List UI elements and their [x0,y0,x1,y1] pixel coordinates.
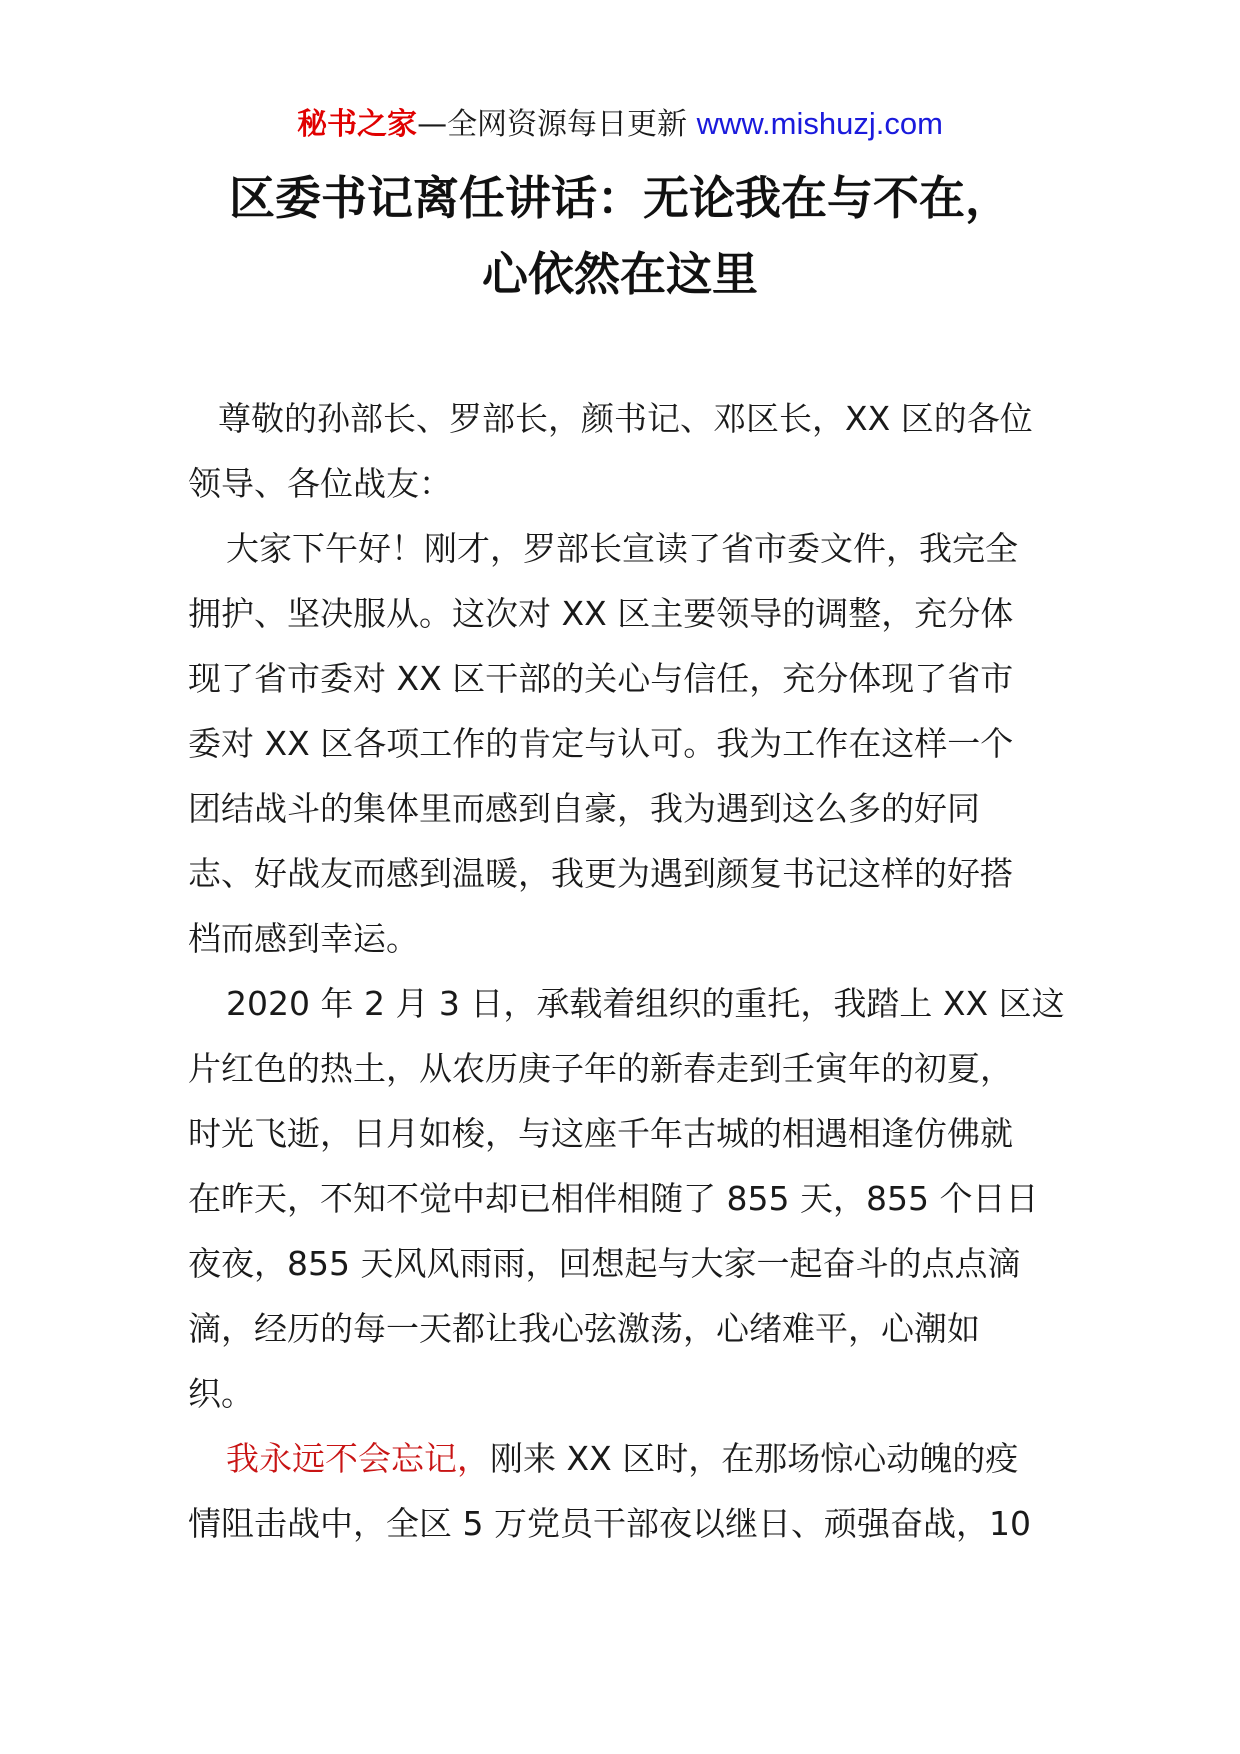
site-header [0,104,1240,145]
document-body [188,386,1065,1556]
document-title [0,160,1240,312]
text-line: 片红色的热土，从农历庚子年的新春走到壬寅年的初夏， [188,1049,1013,1088]
text-line: 现了省市委对 XX 区干部的关心与信任，充分体现了省市 [188,659,1014,698]
text-line: 在昨天，不知不觉中却已相伴相随了 855 天，855 个日日 [188,1179,1039,1218]
text-line [188,1426,1058,1491]
title-line-1: 区委书记离任讲话：无论我在与不在， [229,171,1011,225]
header-tagline: —全网资源每日更新 [417,107,697,142]
text-line: 志、好战友而感到温暖，我更为遇到颜复书记这样的好搭 [188,854,1013,893]
paragraph-salutation [188,386,1058,516]
title-line-2: 心依然在这里 [482,247,758,301]
text-line: 委对 XX 区各项工作的肯定与认可。我为工作在这样一个 [188,724,1014,763]
text-line: 情阻击战中，全区 5 万党员干部夜以继日、顽强奋战，10 [188,1504,1031,1543]
text-line: 大家下午好！刚才，罗部长宣读了省市委文件，我完全 [226,529,1018,568]
paragraph-greeting [188,516,1058,971]
text-line: 滴，经历的每一天都让我心弦激荡，心绪难平，心潮如 [188,1309,980,1348]
paragraph-never-forget [188,1426,1058,1556]
highlighted-phrase: 我永远不会忘记， [226,1439,490,1478]
paragraph-memories [188,971,1065,1426]
text-line: 尊敬的孙部长、罗部长，颜书记、邓区长，XX 区的各位 [218,399,1033,438]
text-line: 时光飞逝，日月如梭，与这座千年古城的相遇相逢仿佛就 [188,1114,1013,1153]
text-line: 拥护、坚决服从。这次对 XX 区主要领导的调整，充分体 [188,594,1014,633]
text-line: 织。 [188,1374,254,1413]
text-line: 团结战斗的集体里而感到自豪，我为遇到这么多的好同 [188,789,980,828]
text-line: 领导、各位战友： [188,464,452,503]
brand-name: 秘书之家 [297,107,418,142]
text-line: 档而感到幸运。 [188,919,419,958]
text-fragment: 刚来 XX 区时，在那场惊心动魄的疫 [490,1439,1019,1478]
site-url[interactable]: www.mishuzj.com [696,106,943,141]
text-line: 夜夜，855 天风风雨雨，回想起与大家一起奋斗的点点滴 [188,1244,1021,1283]
text-line: 2020 年 2 月 3 日，承载着组织的重托，我踏上 XX 区这 [226,984,1065,1023]
